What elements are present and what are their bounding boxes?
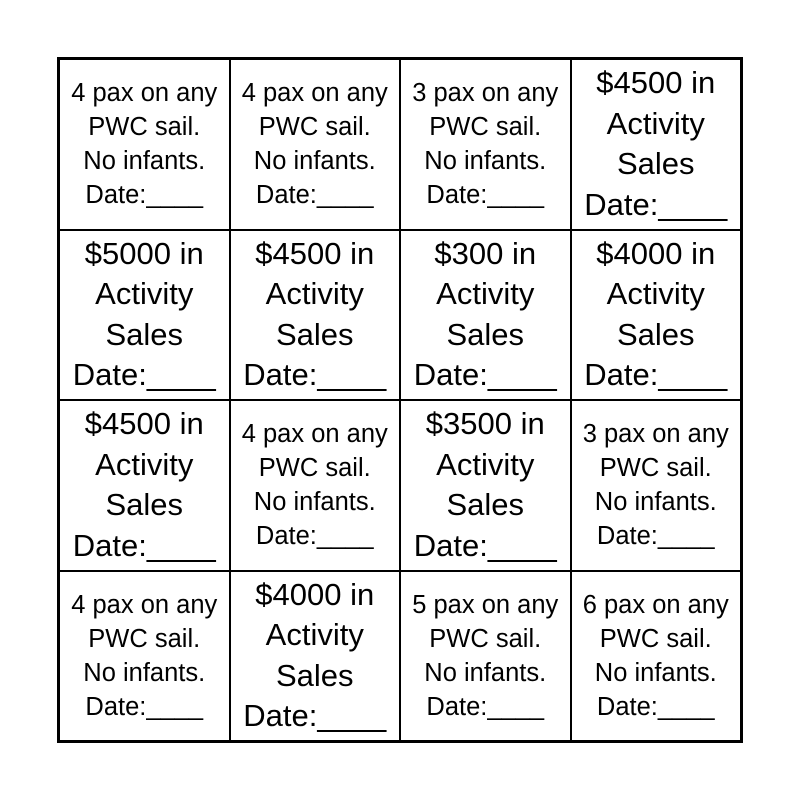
bingo-cell[interactable] [571, 571, 742, 742]
bingo-cell[interactable] [59, 400, 230, 571]
bingo-cell[interactable] [59, 59, 230, 230]
cell-text: $3500 in Activity Sales Date:____ [413, 406, 557, 563]
cell-text: 3 pax on any PWC sail. No infants. Date:____ [582, 420, 729, 551]
bingo-cell[interactable] [400, 59, 571, 230]
cell-text: 6 pax on any PWC sail. No infants. Date:____ [582, 590, 729, 721]
cell-text: $4500 in Activity Sales Date:____ [584, 65, 728, 222]
cell-text: $5000 in Activity Sales Date:____ [72, 235, 216, 393]
cell-text: 4 pax on any PWC sail. No infants. Date:____ [241, 420, 388, 551]
bingo-cell[interactable] [571, 400, 742, 571]
bingo-cell[interactable] [571, 59, 742, 230]
cell-text: 5 pax on any PWC sail. No infants. Date:____ [412, 590, 559, 721]
cell-text: 3 pax on any PWC sail. No infants. Date:____ [412, 79, 559, 210]
cell-text: 4 pax on any PWC sail. No infants. Date:____ [71, 590, 218, 721]
cell-text: $300 in Activity Sales Date:____ [413, 235, 557, 393]
bingo-cell[interactable] [400, 571, 571, 742]
bingo-cell[interactable] [400, 230, 571, 401]
cell-text: 4 pax on any PWC sail. No infants. Date:____ [241, 79, 388, 210]
cell-text: $4000 in Activity Sales Date:____ [584, 235, 728, 393]
cell-text: $4500 in Activity Sales Date:____ [72, 406, 216, 563]
bingo-cell[interactable] [230, 400, 401, 571]
bingo-cell[interactable] [571, 230, 742, 401]
bingo-cell[interactable] [400, 400, 571, 571]
bingo-cell[interactable] [230, 59, 401, 230]
cell-text: $4500 in Activity Sales Date:____ [243, 235, 387, 393]
bingo-cell[interactable] [59, 571, 230, 742]
bingo-cell[interactable] [59, 230, 230, 401]
bingo-cell[interactable] [230, 230, 401, 401]
cell-text: $4000 in Activity Sales Date:____ [243, 576, 387, 734]
cell-text: 4 pax on any PWC sail. No infants. Date:____ [71, 79, 218, 210]
bingo-cell[interactable] [230, 571, 401, 742]
bingo-grid [57, 57, 743, 743]
